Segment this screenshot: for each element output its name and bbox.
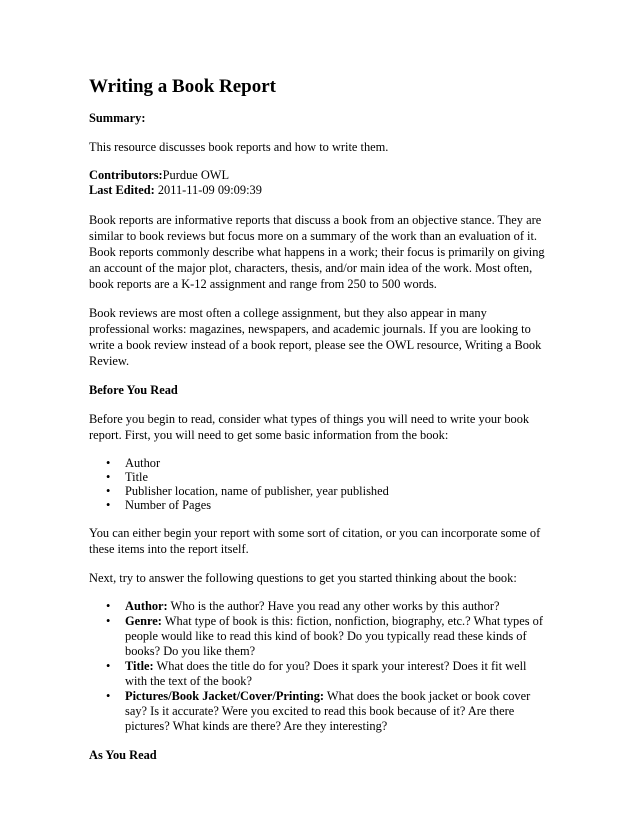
contributors-label: Contributors: bbox=[89, 168, 163, 182]
list-item bbox=[106, 498, 549, 512]
question-text: What does the book jacket or book cover say? Is it accurate? Were you excited to read this book because of it? Are there pictures? What kinds are there? Are they interesting? bbox=[125, 689, 531, 733]
list-item bbox=[106, 484, 549, 498]
questions-intro: Next, try to answer the following questions to get you started thinking about the book: bbox=[89, 571, 517, 585]
question-text: What type of book is this: fiction, nonfiction, biography, etc.? What types of people would like to read this kind of book? Do you typically read these kinds of books? Do you like them? bbox=[125, 614, 543, 658]
document-title: Writing a Book Report bbox=[89, 76, 277, 97]
bullet-icon: • bbox=[106, 498, 111, 512]
before-you-read-heading: Before You Read bbox=[89, 383, 178, 397]
question-label: Pictures/Book Jacket/Cover/Printing: bbox=[125, 689, 325, 703]
bullet-icon: • bbox=[106, 659, 111, 673]
list-item-text: Publisher location, name of publisher, year published bbox=[125, 484, 389, 498]
list-item-text: Author bbox=[125, 456, 161, 470]
before-you-read-intro: Before you begin to read, consider what types of things you will need to write your book report. First, you will need to get some basic information from the book: bbox=[89, 412, 530, 442]
list-item-text: Number of Pages bbox=[125, 498, 212, 512]
document-page bbox=[89, 76, 549, 776]
as-you-read-heading: As You Read bbox=[89, 748, 157, 762]
last-edited-value: 2011-11-09 09:09:39 bbox=[157, 183, 262, 197]
question-label: Genre: bbox=[125, 614, 162, 628]
citation-paragraph: You can either begin your report with some sort of citation, or you can incorporate some of these items into the report itself. bbox=[89, 526, 541, 556]
bullet-icon: • bbox=[106, 599, 111, 613]
list-item-text: Title bbox=[125, 470, 148, 484]
bullet-icon: • bbox=[106, 689, 111, 703]
list-item bbox=[106, 689, 549, 734]
intro-paragraph-2: Book reviews are most often a college assignment, but they also appear in many professional works: magazines, newspapers, and academic journals. If you are looking to write a book review instead of a book report, please see the OWL resource, Writing a Book Review. bbox=[89, 306, 542, 368]
question-text: What does the title do for you? Does it spark your interest? Does it fit well with the text of the book? bbox=[125, 659, 527, 688]
last-edited-label: Last Edited: bbox=[89, 183, 155, 197]
bullet-icon: • bbox=[106, 614, 111, 628]
summary-heading: Summary: bbox=[89, 111, 146, 125]
list-item bbox=[106, 456, 549, 470]
meta-block bbox=[89, 168, 549, 198]
bullet-icon: • bbox=[106, 456, 111, 470]
question-text: Who is the author? Have you read any other works by this author? bbox=[167, 599, 500, 613]
last-edited-line bbox=[89, 183, 549, 198]
contributors-value: Purdue OWL bbox=[162, 168, 230, 182]
bullet-icon: • bbox=[106, 484, 111, 498]
list-item bbox=[106, 614, 549, 659]
list-item bbox=[106, 659, 549, 689]
questions-list bbox=[89, 599, 549, 734]
basic-info-list bbox=[89, 456, 549, 512]
intro-paragraph-1: Book reports are informative reports that discuss a book from an objective stance. They are similar to book reviews but focus more on a summary of the work than an evaluation of it. Book reports commonly describe what happens in a work; their focus is primarily on giving an account of the major plot, characters, thesis, and/or main idea of the work. Most often, book reports are a K-12 assignment and range from 250 to 500 words. bbox=[89, 213, 545, 291]
list-item bbox=[106, 470, 549, 484]
list-item bbox=[106, 599, 549, 614]
summary-text: This resource discusses book reports and how to write them. bbox=[89, 140, 389, 154]
contributors-line bbox=[89, 168, 549, 183]
question-label: Author: bbox=[125, 599, 168, 613]
bullet-icon: • bbox=[106, 470, 111, 484]
question-label: Title: bbox=[125, 659, 154, 673]
